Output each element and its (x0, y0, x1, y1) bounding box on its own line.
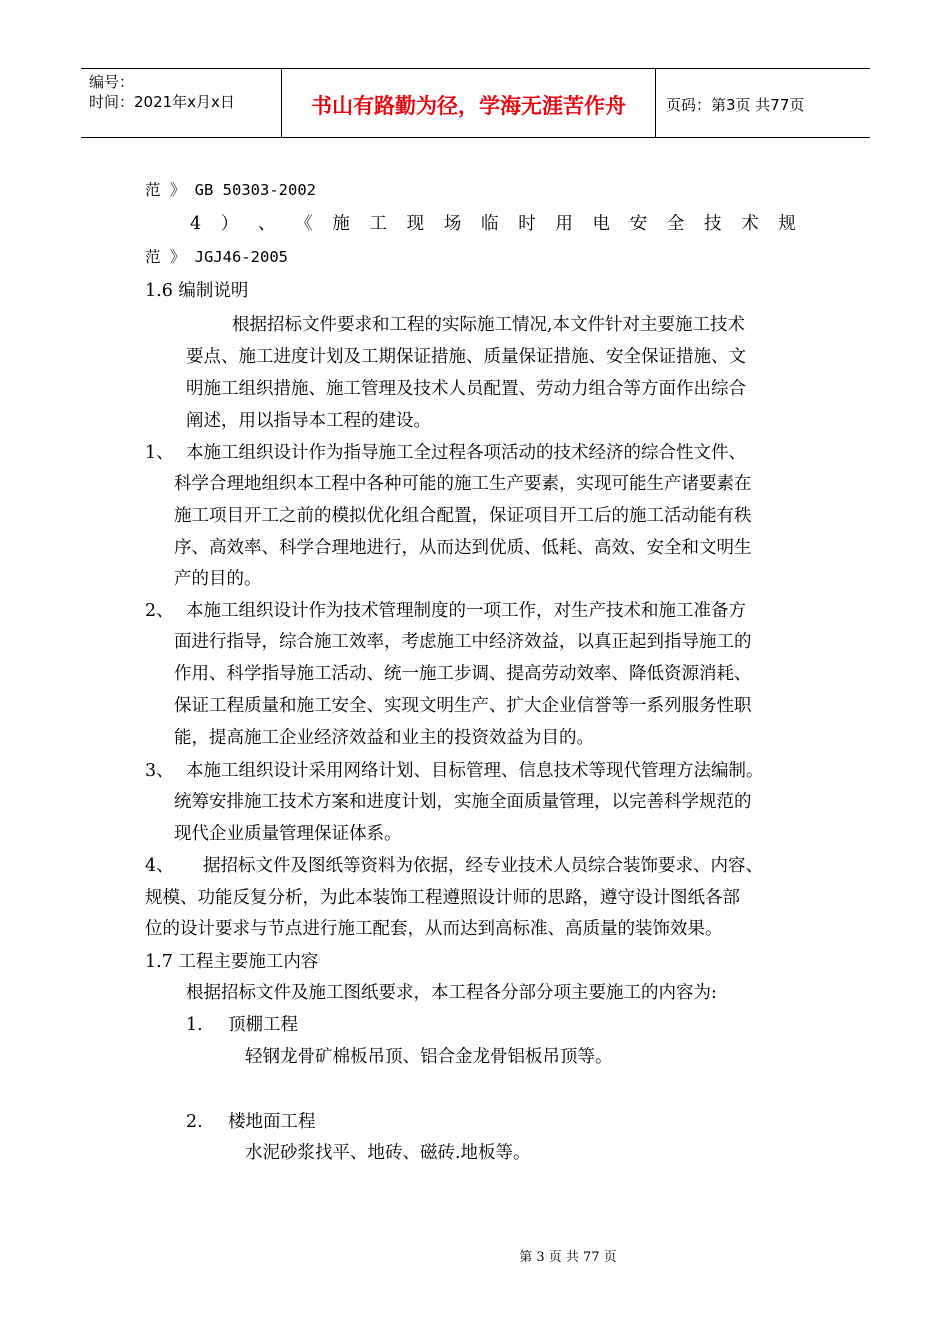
paragraph-line: 本施工组织设计作为技术管理制度的一项工作，对生产技术和施工准备方 (186, 601, 746, 621)
spaced-char: 技 (704, 214, 722, 234)
spaced-char: 临 (481, 214, 499, 234)
subsection-title: 顶棚工程 (228, 1015, 298, 1035)
paragraph-line: 面进行指导，综合施工效率，考虑施工中经济效益，以真正起到指导施工的 (174, 632, 752, 652)
spaced-char: 现 (406, 214, 425, 234)
standard-line: 范 》 GB 50303-2002 (145, 181, 316, 199)
document-header (81, 68, 870, 138)
subsection-number: 2. (186, 1112, 203, 1132)
spaced-char: 术 (741, 214, 759, 234)
paragraph-line: 根据招标文件及施工图纸要求，本工程各分部分项主要施工的内容为: (186, 983, 717, 1003)
paragraph-line: 统筹安排施工技术方案和进度计划，实施全面质量管理，以完善科学规范的 (174, 792, 752, 812)
spaced-char: 全 (666, 214, 685, 234)
subsection-detail: 水泥砂浆找平、地砖、磁砖.地板等。 (245, 1143, 531, 1163)
spaced-char: 、 (257, 214, 276, 234)
spaced-char: 安 (629, 214, 648, 234)
section-heading: 1.6 编制说明 (145, 281, 249, 301)
paragraph-line: 能，提高施工企业经济效益和业主的投资效益为目的。 (174, 728, 594, 748)
paragraph-line: 施工项目开工之前的模拟优化组合配置，保证项目开工后的施工活动能有秩 (174, 506, 752, 526)
header-motto: 书山有路勤为径，学海无涯苦作舟 (282, 69, 656, 137)
header-page-info: 页码：第3页 共77页 (666, 95, 805, 114)
paragraph-line: 规模、功能反复分析，为此本装饰工程遵照设计师的思路，遵守设计图纸各部 (145, 888, 740, 908)
subsection-title: 楼地面工程 (228, 1112, 316, 1132)
paragraph-line: 保证工程质量和施工安全、实现文明生产、扩大企业信誉等一系列服务性职 (174, 696, 752, 716)
subsection-number: 1. (186, 1015, 203, 1035)
paragraph-line: 序、高效率、科学合理地进行，从而达到优质、低耗、高效、安全和文明生 (174, 538, 752, 558)
spaced-char: ） (220, 214, 239, 234)
spaced-char: 时 (518, 214, 536, 234)
spaced-char: 用 (555, 214, 573, 234)
paragraph-line: 作用、科学指导施工活动、统一施工步调、提高劳动效率、降低资源消耗、 (174, 664, 752, 684)
paragraph-line: 据招标文件及图纸等资料为依据，经专业技术人员综合装饰要求、内容、 (203, 856, 763, 876)
subsection-detail: 轻钢龙骨矿棉板吊顶、铝合金龙骨铝板吊顶等。 (245, 1047, 613, 1067)
section-heading: 1.7 工程主要施工内容 (145, 952, 319, 972)
standard-line: 范 》 JGJ46-2005 (145, 248, 288, 266)
paragraph-line: 要点、施工进度计划及工期保证措施、质量保证措施、安全保证措施、文 (186, 347, 746, 367)
paragraph-line: 现代企业质量管理保证体系。 (174, 824, 402, 844)
item-number: 4、 (145, 856, 174, 876)
spaced-char: 工 (369, 214, 387, 234)
standard-spaced-line (190, 212, 796, 236)
spaced-char: 场 (443, 214, 462, 234)
paragraph-line: 产的目的。 (174, 569, 262, 589)
item-number: 2、 (145, 601, 174, 621)
item-number: 1、 (145, 443, 174, 463)
spaced-char: 4 (190, 214, 202, 234)
spaced-char: 《 (295, 214, 313, 234)
header-number-label: 编号： (89, 73, 135, 91)
paragraph-line: 本施工组织设计采用网络计划、目标管理、信息技术等现代管理方法编制。 (186, 761, 764, 781)
spaced-char: 规 (778, 214, 796, 234)
paragraph-line: 科学合理地组织本工程中各种可能的施工生产要素，实现可能生产诸要素在 (174, 474, 752, 494)
spaced-char: 电 (592, 214, 611, 234)
paragraph-line: 明施工组织措施、施工管理及技术人员配置、劳动力组合等方面作出综合 (186, 379, 746, 399)
header-time-label: 时间：2021年x月x日 (89, 93, 235, 111)
paragraph-line: 本施工组织设计作为指导施工全过程各项活动的技术经济的综合性文件、 (186, 443, 746, 463)
spaced-char: 施 (332, 214, 350, 234)
header-meta (81, 69, 282, 137)
paragraph-line: 根据招标文件要求和工程的实际施工情况,本文件针对主要施工技术 (232, 315, 746, 335)
item-number: 3、 (145, 761, 174, 781)
paragraph-line: 阐述，用以指导本工程的建设。 (186, 411, 431, 431)
page-footer: 第 3 页 共 77 页 (519, 1250, 617, 1265)
paragraph-line: 位的设计要求与节点进行施工配套，从而达到高标准、高质量的装饰效果。 (145, 919, 723, 939)
